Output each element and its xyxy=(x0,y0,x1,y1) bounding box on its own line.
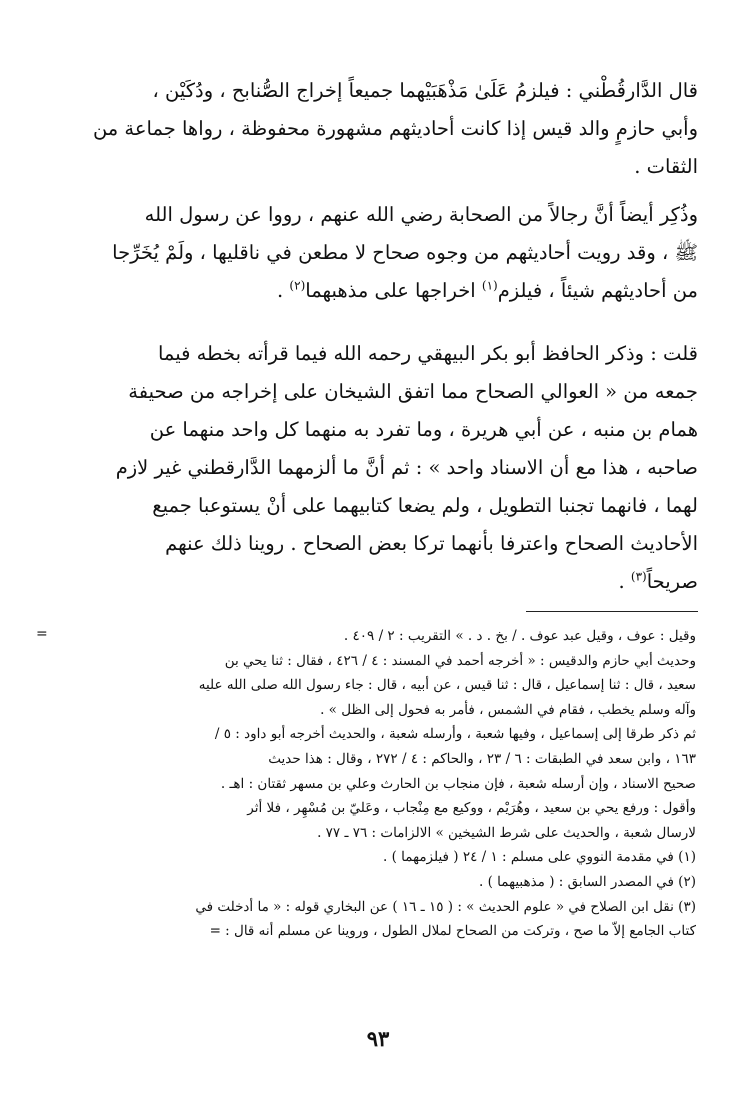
paragraph-daraqutni-requirement xyxy=(60,72,698,186)
text-line: جمعه من « العوالي الصحاح مما اتفق الشيخان على إخراجه من صحيفة xyxy=(128,380,698,403)
text-line: صاحبه ، هذا مع أن الاسناد واحد » : ثم أنَّ ما ألزمهما الدَّارقطني غير لازم xyxy=(115,456,698,479)
footnote-line: وأقول : ورفع يحي بن سعيد ، وهُرَيْم ، ووكيع مع مِنْجاب ، وعَليّ بن مُسْهِر ، فلا أثر xyxy=(247,800,696,817)
text-line: لهما ، فانهما تجنبا التطويل ، ولم يضعا كتابيهما على أنْ يستوعبا جميع xyxy=(152,494,698,517)
text-line: همام بن منبه ، عن أبي هريرة ، وما تفرد به منهما كل واحد منهما عن xyxy=(149,418,698,441)
footnote-separator xyxy=(526,611,698,612)
page-number: ٩٣ xyxy=(366,1026,390,1051)
footnote-line: صحيح الاسناد ، وإن أرسله شعبة ، فإن منجاب بن الحارث وعلي بن مسهر ثقتان : اهـ . xyxy=(220,775,696,792)
footnote-line: ثم ذكر طرقا إلى إسماعيل ، وفيها شعبة ، وأرسله شعبة ، والحديث أخرجه أبو داود : ٥ / xyxy=(214,726,696,743)
text-segment: صريحاً xyxy=(646,570,698,593)
text-line: قال الدَّارقُطْني : فيلزمُ عَلَىٰ مَذْهَبَيْهما جميعاً إخراج الصُّنابح ، ودُكَيْن ، xyxy=(152,79,698,102)
text-segment: . xyxy=(618,570,631,593)
footnote-3: (٣) نقل ابن الصلاح في « علوم الحديث » : ( ١٥ ـ ١٦ ) عن البخاري قوله : « ما أدخلت في xyxy=(195,898,696,915)
text-segment: اخراجها على مذهبهما xyxy=(305,279,482,302)
footnote-2: (٢) في المصدر السابق : ( مذهبيهما ) . xyxy=(479,873,696,890)
text-line xyxy=(60,563,698,601)
text-segment: من أحاديثهم شيئاً ، فيلزم xyxy=(497,279,698,302)
footnote-line: وحديث أبي حازم والدقيس : « أخرجه أحمد في المسند : ٤ / ٤٢٦ ، فقال : ثنا يحي بن xyxy=(224,652,696,669)
footnote-1: (١) في مقدمة النووي على مسلم : ١ / ٢٤ ( فيلزمهما ) . xyxy=(383,849,696,866)
text-line: وذُكِر أيضاً أنَّ رجالاً من الصحابة رضي الله عنهم ، رووا عن رسول الله xyxy=(144,203,698,226)
text-segment: . xyxy=(277,279,290,302)
footnote-ref-1[interactable]: (١) xyxy=(481,278,498,293)
text-line: الأحاديث الصحاح واعترفا بأنهما تركا بعض الصحاح . روينا ذلك عنهم xyxy=(165,532,698,555)
footnote-ref-3[interactable]: (٣) xyxy=(630,569,647,584)
footnote-3-continued: كتاب الجامع إلاّ ما صح ، وتركت من الصحاح لملال الطول ، وروينا عن مسلم أنه قال : = xyxy=(209,923,696,940)
footnotes-section xyxy=(56,624,696,944)
footnote-line: لارسال شعبة ، والحديث على شرط الشيخين » الالزامات : ٧٦ ـ ٧٧ . xyxy=(317,824,696,841)
footnote-ref-2[interactable]: (٢) xyxy=(289,278,306,293)
text-line: الثقات . xyxy=(634,155,698,178)
paragraph-bayhaqi-note xyxy=(60,335,698,601)
text-line xyxy=(60,272,698,310)
text-line: ﷺ ، وقد رويت أحاديثهم من وجوه صحاح لا مطعن في ناقليها ، ولَمْ يُخَرِّجا xyxy=(112,241,698,264)
footnote-line: سعيد ، قال : ثنا إسماعيل ، قال : ثنا قيس ، عن أبيه ، قال : جاء رسول الله صلى الله عليه xyxy=(198,677,696,694)
paragraph-companions-not-narrated xyxy=(60,196,698,310)
footnote-line: ١٦٣ ، وابن سعد في الطبقات : ٦ / ٢٣ ، والحاكم : ٤ / ٢٧٢ ، وقال : هذا حديث xyxy=(268,750,696,767)
text-line: قلت : وذكر الحافظ أبو بكر البيهقي رحمه الله فيما قرأته بخطه فيما xyxy=(157,342,698,365)
footnote-line: وقيل : عوف ، وقيل عبد عوف . / بخ . د . » التقريب : ٢ / ٤٠٩ . xyxy=(343,628,696,644)
footnote-line: وآله وسلم يخطب ، فقام في الشمس ، فأمر به فحول إلى الظل » . xyxy=(320,701,696,718)
continuation-mark: = xyxy=(36,626,48,642)
text-line: وأبي حازمٍ والد قيس إذا كانت أحاديثهم مشهورة محفوظة ، رواها جماعة من xyxy=(92,117,698,140)
